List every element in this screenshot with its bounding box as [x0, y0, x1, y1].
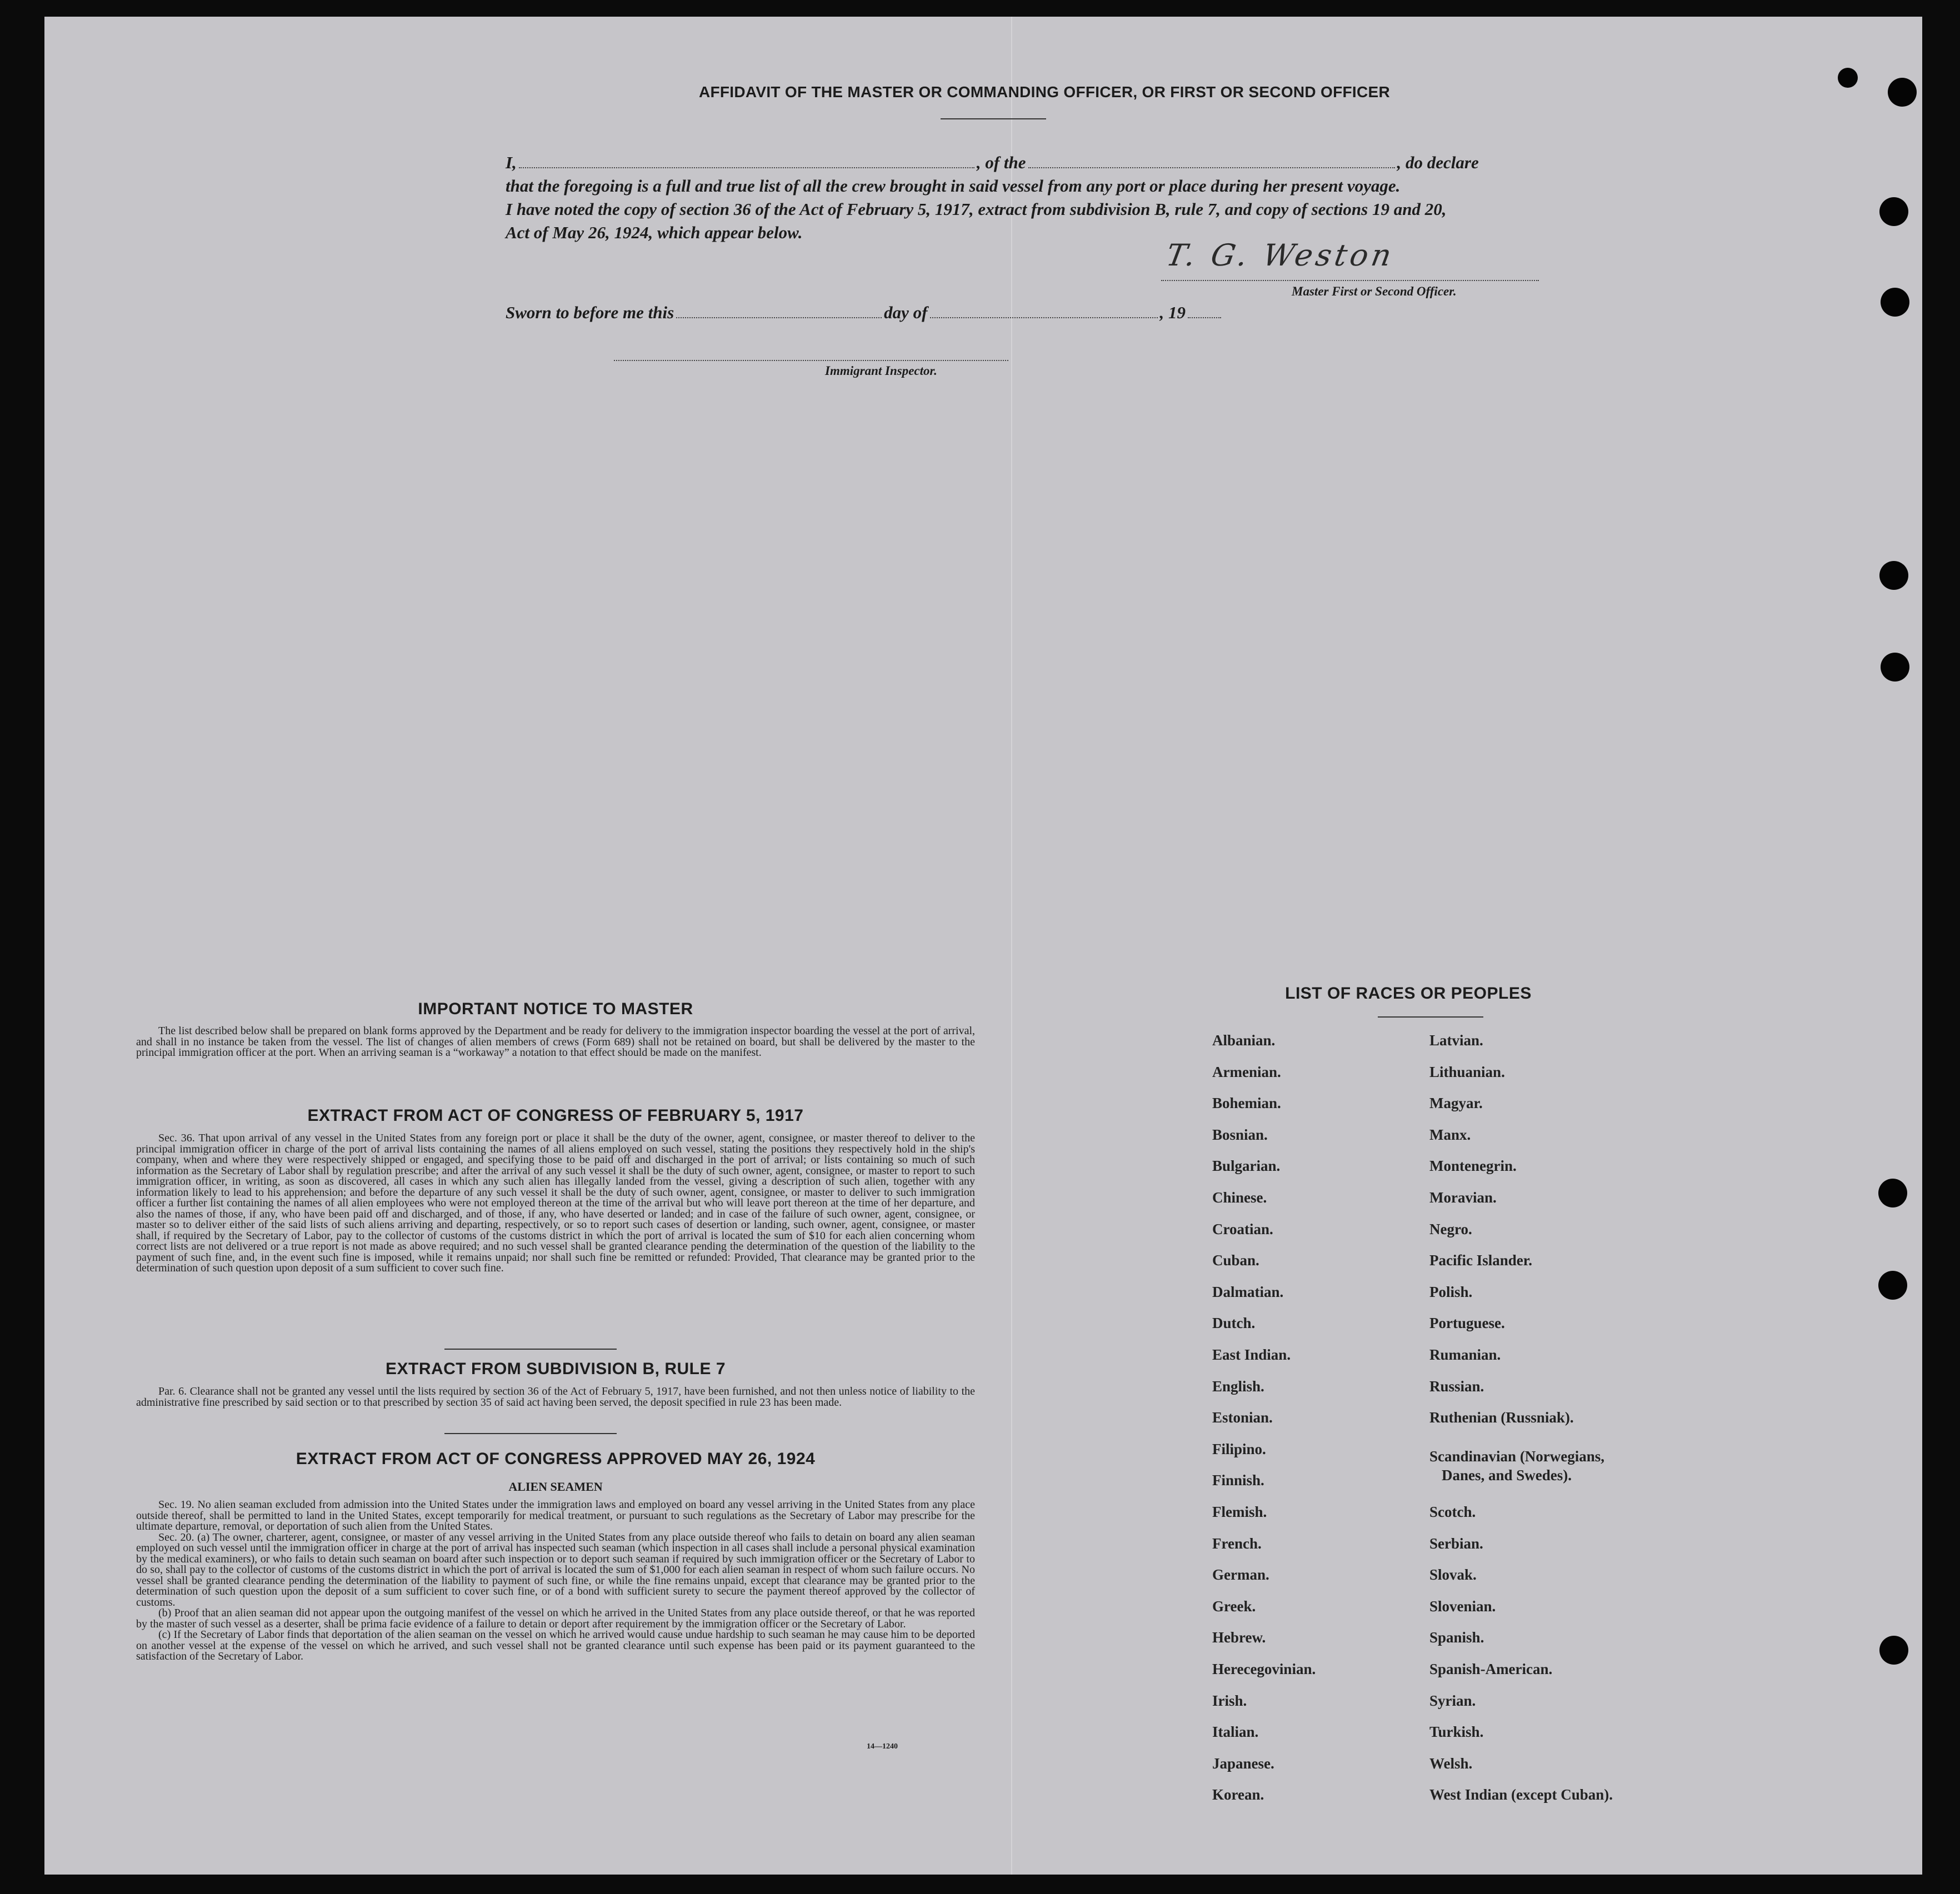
- affidavit-line-2: that the foregoing is a full and true list of all the crew brought in said vessel from any port or place during her present voyage.: [506, 176, 1401, 196]
- race-item: Scotch.: [1429, 1504, 1476, 1520]
- affidavit-title: AFFIDAVIT OF THE MASTER OR COMMANDING OFFICER, OR FIRST OR SECOND OFFICER: [698, 83, 1390, 101]
- race-item: Lithuanian.: [1429, 1063, 1505, 1080]
- race-item: Japanese.: [1212, 1755, 1274, 1772]
- race-item: Scandinavian (Norwegians,: [1429, 1448, 1605, 1465]
- extract-1917-title: EXTRACT FROM ACT OF CONGRESS OF FEBRUARY 5, 1917: [307, 1106, 804, 1125]
- year-blank[interactable]: [1188, 317, 1221, 318]
- affidavit-i: I,: [506, 153, 517, 172]
- sworn-text: Sworn to before me this: [506, 303, 674, 322]
- divider: [1378, 1016, 1483, 1018]
- race-item: Bohemian.: [1212, 1095, 1281, 1112]
- punch-hole: [1881, 653, 1909, 682]
- race-item: Hebrew.: [1212, 1629, 1266, 1646]
- race-item: Finnish.: [1212, 1472, 1264, 1489]
- race-item: English.: [1212, 1377, 1264, 1395]
- race-item: East Indian.: [1212, 1346, 1291, 1363]
- day-of-text: day of: [884, 303, 928, 322]
- divider: [444, 1433, 617, 1434]
- race-item: Latvian.: [1429, 1032, 1483, 1049]
- affidavit-line-4: Act of May 26, 1924, which appear below.: [506, 223, 803, 242]
- name-blank[interactable]: [519, 167, 974, 168]
- divider: [444, 1349, 617, 1350]
- race-item: Cuban.: [1212, 1252, 1259, 1269]
- race-item: Chinese.: [1212, 1189, 1267, 1206]
- races-title: LIST OF RACES OR PEOPLES: [1285, 984, 1532, 1003]
- race-item: Italian.: [1212, 1723, 1259, 1741]
- rule-7-text: Par. 6. Clearance shall not be granted any vessel until the lists required by section 36 of the Act of February 5, 1917, have been furnished, and not then unless notice of liability to the administrative fine prescribed by said section or to that prescribed by section 35 of said act having been served, the deposit specified in rule 23 has been made.: [136, 1385, 975, 1409]
- race-item: Magyar.: [1429, 1095, 1483, 1112]
- form-number: 14—1240: [867, 1742, 898, 1751]
- sworn-line: [506, 303, 1223, 323]
- race-item: Irish.: [1212, 1692, 1247, 1709]
- affidavit-declaration-line: [506, 153, 1479, 173]
- notice-text: The list described below shall be prepared on blank forms approved by the Department and be ready for delivery to the immigration inspector boarding the vessel at the port of arrival, and shall in no instance be taken from the vessel. The list of changes of alien members of crews (Form 689) shall not be retained on board, but shall be delivered by the master to the principal immigration officer at the port. When an arriving seaman is a “workaway” a notation to that effect should be made on the manifest.: [136, 1025, 975, 1059]
- race-item: Portuguese.: [1429, 1315, 1505, 1332]
- inspector-caption: Immigrant Inspector.: [825, 364, 937, 378]
- fold-crease: [1011, 17, 1012, 1875]
- race-item: Albanian.: [1212, 1032, 1276, 1049]
- race-item: Spanish.: [1429, 1629, 1484, 1646]
- extract-1924-text: [136, 1500, 975, 1662]
- punch-hole: [1881, 288, 1909, 317]
- race-item: French.: [1212, 1535, 1262, 1552]
- document-page: [44, 17, 1922, 1875]
- race-item: Slovak.: [1429, 1566, 1477, 1584]
- race-item: Herecegovinian.: [1212, 1661, 1316, 1677]
- race-item: Estonian.: [1212, 1409, 1273, 1426]
- sec-19: Sec. 19. No alien seaman excluded from admission into the United States under the immigration laws and employed on board any vessel arriving in the United States from any place outside thereof, shall be permitted to land in the United States, except temporarily for medical treatment, or pursuant to such regulations as the Secretary of Labor may prescribe for the ultimate departure, removal, or deportation of such alien from the United States.: [136, 1499, 975, 1532]
- master-signature: T. G. Weston: [1163, 238, 1398, 273]
- race-item: Dutch.: [1212, 1315, 1256, 1332]
- sec-20a: Sec. 20. (a) The owner, charterer, agent, consignee, or master of any vessel arriving in the United States from any place outside thereof who fails to detain on board any alien seaman employed on such vessel until the immigration officer in charge at the port of arrival has inspected such seaman (which inspection in all cases shall include a personal physical examination by the medical examiners), or who fails to detain such seaman on board after such inspection or to deport such seaman if required by such immigration officer or the Secretary of Labor to do so, shall pay to the collector of customs of the customs district in which the port of arrival is located the sum of $1,000 for each alien seaman in respect of whom such failure occurs. No vessel shall be granted clearance pending the determination of the liability to payment of such fine, or while the fine remains unpaid, except that clearance may be granted prior to the determination of such question upon the deposit of a sum sufficient to cover such fine, or of a bond with sufficient surety to secure the payment thereof approved by the collector of customs.: [136, 1531, 975, 1609]
- race-item: West Indian (except Cuban).: [1429, 1786, 1613, 1803]
- punch-hole: [1878, 1179, 1907, 1207]
- divider: [941, 118, 1046, 119]
- year-text: , 19: [1159, 303, 1186, 322]
- race-item: Manx.: [1429, 1126, 1471, 1143]
- race-item: Danes, and Swedes).: [1442, 1467, 1572, 1484]
- punch-hole: [1879, 1636, 1908, 1665]
- race-item: Ruthenian (Russniak).: [1429, 1409, 1574, 1426]
- race-item: Montenegrin.: [1429, 1158, 1517, 1175]
- race-item: Turkish.: [1429, 1723, 1484, 1741]
- master-caption: Master First or Second Officer.: [1292, 284, 1457, 298]
- race-item: Bosnian.: [1212, 1126, 1268, 1143]
- race-item: Rumanian.: [1429, 1346, 1501, 1363]
- race-item: Pacific Islander.: [1429, 1252, 1532, 1269]
- sec-20c: (c) If the Secretary of Labor finds that deportation of the alien seaman on the vessel on which he arrived would cause undue hardship to such seaman he may cause him to be deported on another vessel at the expense of the vessel on which he arrived, and such vessel shall not be granted clearance until such expense has been paid or its payment guaranteed to the satisfaction of the Secretary of Labor.: [136, 1629, 975, 1662]
- race-item: Filipino.: [1212, 1440, 1266, 1457]
- race-item: Flemish.: [1212, 1504, 1267, 1520]
- inspector-signature-line: [614, 360, 1008, 361]
- race-item: Welsh.: [1429, 1755, 1473, 1772]
- race-item: Armenian.: [1212, 1063, 1281, 1080]
- race-item: German.: [1212, 1566, 1269, 1584]
- rule-7-title: EXTRACT FROM SUBDIVISION B, RULE 7: [385, 1360, 726, 1378]
- race-item: Croatian.: [1212, 1220, 1273, 1237]
- punch-hole: [1879, 561, 1908, 590]
- race-item: Korean.: [1212, 1786, 1264, 1803]
- alien-seamen-subtitle: ALIEN SEAMEN: [508, 1480, 603, 1494]
- affidavit-of-the: , of the: [976, 153, 1026, 172]
- extract-1924-title: EXTRACT FROM ACT OF CONGRESS APPROVED MAY 26, 1924: [296, 1450, 816, 1468]
- race-item: Spanish-American.: [1429, 1661, 1553, 1677]
- race-item: Moravian.: [1429, 1189, 1497, 1206]
- race-item: Bulgarian.: [1212, 1158, 1281, 1175]
- race-item: Negro.: [1429, 1220, 1472, 1237]
- punch-hole: [1838, 68, 1858, 88]
- race-item: Slovenian.: [1429, 1597, 1496, 1615]
- notice-title: IMPORTANT NOTICE TO MASTER: [418, 1000, 693, 1018]
- punch-hole: [1878, 1271, 1907, 1300]
- sec-20b: (b) Proof that an alien seaman did not appear upon the outgoing manifest of the vessel on which he arrived in the United States from any place outside thereof, or that he was reported by the master of such vessel as a deserter, shall be prima facie evidence of a failure to detain or deport after requirement by the immigration officer or the Secretary of Labor.: [136, 1607, 975, 1630]
- affidavit-do-declare: , do declare: [1397, 153, 1479, 172]
- race-item: Russian.: [1429, 1377, 1484, 1395]
- race-item: Dalmatian.: [1212, 1283, 1284, 1300]
- signature-line: [1161, 280, 1539, 281]
- race-item: Serbian.: [1429, 1535, 1483, 1552]
- affidavit-line-3: I have noted the copy of section 36 of the Act of February 5, 1917, extract from subdivision B, rule 7, and copy of sections 19 and 20,: [506, 199, 1447, 219]
- race-item: Syrian.: [1429, 1692, 1476, 1709]
- sworn-month-blank[interactable]: [930, 317, 1158, 318]
- punch-hole: [1879, 197, 1908, 226]
- sworn-day-blank[interactable]: [676, 317, 882, 318]
- race-item: Polish.: [1429, 1283, 1473, 1300]
- vessel-blank[interactable]: [1028, 167, 1395, 168]
- extract-1917-text: Sec. 36. That upon arrival of any vessel in the United States from any foreign port or place it shall be the duty of the owner, agent, consignee, or master thereof to deliver to the principal immigration officer in charge of the port of arrival lists containing the names of all aliens employed on such vessel, stating the positions they respectively hold in the ship's company, when and where they were respectively shipped or engaged, and specifying those to be paid off and discharged in the port of arrival; or lists containing so much of such information as the Secretary of Labor shall by regulation prescribe; and after the arrival of any such vessel it shall be the duty of such owner, agent, consignee, or master to report to such immigration officer, in writing, as soon as discovered, all cases in which any such alien has illegally landed from the vessel, giving a description of such alien, together with any information likely to lead to his apprehension; and before the departure of any such vessel it shall be the duty of such owner, agent, consignee, or master to deliver to such immigration officer a further list containing the names of all alien employees who were not employed thereon at the time of the arrival but who will leave port thereon at the time of her departure, and also the names of those, if any, who have been paid off and discharged, and of those, if any, who have deserted or landed; and in case of the failure of such owner, agent, consignee, or master so to deliver either of the said lists of such aliens arriving and departing, respectively, or so to report such cases of desertion or landing, such owner, agent, consignee, or master shall, if required by the Secretary of Labor, pay to the collector of customs of the customs district in which the port of arrival is located the sum of $10 for each alien concerning whom correct lists are not delivered or a true report is not made as above required; and no such vessel shall be granted clearance pending the determination of the question of the liability to the payment of such fine, and, in the event such fine is imposed, while it remains unpaid; nor shall such fine be remitted or refunded: Provided, That clearance may be granted prior to the determination of such question upon deposit of a sum sufficient to cover such fine.: [136, 1132, 975, 1274]
- punch-hole: [1888, 78, 1917, 107]
- race-item: Greek.: [1212, 1597, 1256, 1615]
